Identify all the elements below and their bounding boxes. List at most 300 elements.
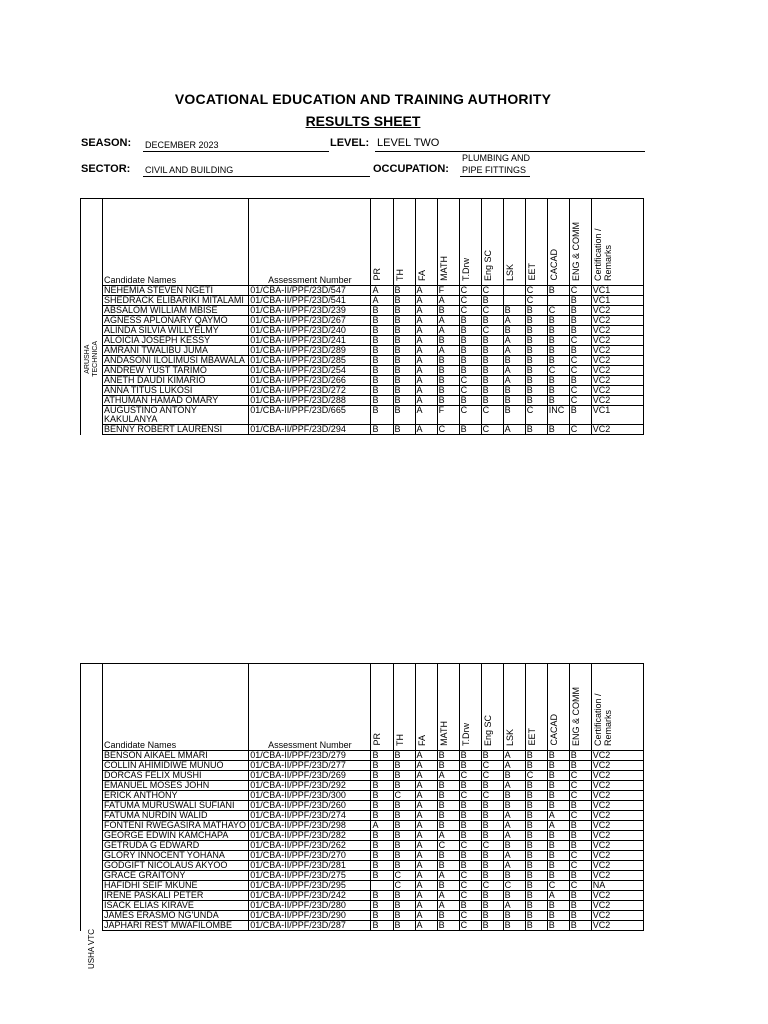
candidate-name: GLORY INNOCENT YOHANA xyxy=(103,851,249,861)
grade-cell: B xyxy=(437,356,459,366)
remarks-cell: VC2 xyxy=(591,376,643,386)
grade-cell: A xyxy=(415,921,437,931)
grade-cell: B xyxy=(437,781,459,791)
grade-cell: B xyxy=(547,336,569,346)
candidate-name: JAMES ERASMO NG'UNDA xyxy=(103,911,249,921)
grade-cell: B xyxy=(481,376,503,386)
col-subject-label: MATH xyxy=(438,721,449,746)
grade-cell: A xyxy=(503,376,525,386)
grade-cell: C xyxy=(481,286,503,296)
candidate-name: ANNA TITUS LUKOSI xyxy=(103,386,249,396)
grade-cell: B xyxy=(525,881,547,891)
grade-cell: A xyxy=(415,366,437,376)
grade-cell: B xyxy=(547,761,569,771)
grade-cell: B xyxy=(481,921,503,931)
grade-cell: B xyxy=(481,296,503,306)
col-subject xyxy=(569,199,591,286)
grade-cell: B xyxy=(503,396,525,406)
grade-cell: A xyxy=(415,761,437,771)
grade-cell: A xyxy=(415,751,437,761)
grade-cell: A xyxy=(415,326,437,336)
grade-cell: A xyxy=(503,425,525,435)
assessment-number: 01/CBA-II/PPF/23D/665 xyxy=(249,406,371,425)
grade-cell: A xyxy=(415,771,437,781)
grade-cell: B xyxy=(503,801,525,811)
grade-cell: C xyxy=(481,761,503,771)
grade-cell: B xyxy=(569,801,591,811)
grade-cell: C xyxy=(459,386,481,396)
grade-cell: B xyxy=(569,316,591,326)
candidate-name: ABSALOM WILLIAM MBISE xyxy=(103,306,249,316)
grade-cell: B xyxy=(481,871,503,881)
grade-cell: B xyxy=(371,901,393,911)
grade-cell: B xyxy=(371,326,393,336)
grade-cell: B xyxy=(547,781,569,791)
grade-cell: B xyxy=(569,921,591,931)
grade-cell: B xyxy=(547,425,569,435)
assessment-number: 01/CBA-II/PPF/23D/279 xyxy=(249,751,371,761)
grade-cell: B xyxy=(459,761,481,771)
remarks-cell: VC2 xyxy=(591,316,643,326)
grade-cell: B xyxy=(459,851,481,861)
grade-cell: B xyxy=(393,861,415,871)
col-subject-label: LSK xyxy=(504,263,515,281)
table-row xyxy=(81,761,644,771)
grade-cell: B xyxy=(481,861,503,871)
grade-cell: B xyxy=(371,831,393,841)
table-row xyxy=(81,296,644,306)
grade-cell: B xyxy=(371,316,393,326)
col-subject xyxy=(547,199,569,286)
table-row xyxy=(81,881,644,891)
grade-cell: B xyxy=(459,861,481,871)
grade-cell: B xyxy=(393,851,415,861)
grade-cell: B xyxy=(371,791,393,801)
grade-cell: A xyxy=(415,781,437,791)
table-row xyxy=(81,841,644,851)
col-subject xyxy=(503,664,525,751)
col-subject-label: T.Drw xyxy=(460,258,471,281)
grade-cell: B xyxy=(547,841,569,851)
grade-cell: B xyxy=(547,346,569,356)
grade-cell: B xyxy=(547,851,569,861)
grade-cell: B xyxy=(371,336,393,346)
candidate-name: AMRANI TWALIBU JUMA xyxy=(103,346,249,356)
grade-cell: B xyxy=(481,386,503,396)
table-row xyxy=(81,911,644,921)
grade-cell: B xyxy=(437,791,459,801)
grade-cell: C xyxy=(569,286,591,296)
grade-cell: C xyxy=(569,356,591,366)
grade-cell xyxy=(371,881,393,891)
table-row xyxy=(81,286,644,296)
grade-cell: B xyxy=(525,751,547,761)
grade-cell: A xyxy=(415,376,437,386)
table-row xyxy=(81,921,644,931)
grade-cell: B xyxy=(371,781,393,791)
table-row xyxy=(81,791,644,801)
grade-cell: B xyxy=(459,366,481,376)
grade-cell: B xyxy=(371,376,393,386)
grade-cell: C xyxy=(459,306,481,316)
grade-cell: B xyxy=(481,751,503,761)
remarks-cell: VC1 xyxy=(591,286,643,296)
grade-cell: C xyxy=(459,921,481,931)
grade-cell: A xyxy=(415,346,437,356)
candidate-name: AUGUSTINO ANTONY KAKULANYA xyxy=(103,406,249,425)
grade-cell: B xyxy=(459,781,481,791)
grade-cell: B xyxy=(569,406,591,425)
grade-cell: B xyxy=(481,396,503,406)
grade-cell: A xyxy=(415,406,437,425)
col-subject xyxy=(503,199,525,286)
grade-cell: B xyxy=(393,316,415,326)
institution-side-label xyxy=(81,751,103,970)
grade-cell: C xyxy=(525,286,547,296)
remarks-cell: VC2 xyxy=(591,831,643,841)
grade-cell xyxy=(503,296,525,306)
grade-cell: B xyxy=(569,831,591,841)
remarks-cell: VC2 xyxy=(591,861,643,871)
grade-cell: C xyxy=(459,406,481,425)
grade-cell: A xyxy=(437,326,459,336)
assessment-number: 01/CBA-II/PPF/23D/294 xyxy=(249,425,371,435)
grade-cell: A xyxy=(415,296,437,306)
remarks-cell: VC2 xyxy=(591,801,643,811)
col-candidate-names: Candidate Names xyxy=(103,664,249,751)
grade-cell: A xyxy=(503,851,525,861)
table-row xyxy=(81,406,644,425)
grade-cell: B xyxy=(503,911,525,921)
remarks-cell: VC2 xyxy=(591,821,643,831)
grade-cell: A xyxy=(415,851,437,861)
grade-cell: B xyxy=(371,761,393,771)
grade-cell: C xyxy=(569,851,591,861)
table-row xyxy=(81,336,644,346)
grade-cell: B xyxy=(393,406,415,425)
candidate-name: BENNY ROBERT LAURENSI xyxy=(103,425,249,435)
grade-cell: A xyxy=(437,316,459,326)
table-row xyxy=(81,771,644,781)
grade-cell: B xyxy=(547,386,569,396)
grade-cell: B xyxy=(569,891,591,901)
grade-cell: A xyxy=(415,791,437,801)
grade-cell: B xyxy=(371,751,393,761)
grade-cell: B xyxy=(371,851,393,861)
grade-cell: A xyxy=(503,811,525,821)
col-assessment-number: Assessment Number xyxy=(249,199,371,286)
grade-cell: B xyxy=(437,811,459,821)
grade-cell: B xyxy=(393,811,415,821)
candidate-name: ATHUMAN HAMAD OMARY xyxy=(103,396,249,406)
grade-cell: B xyxy=(503,356,525,366)
grade-cell: B xyxy=(525,326,547,336)
table-row xyxy=(81,891,644,901)
grade-cell: B xyxy=(569,871,591,881)
col-subject xyxy=(415,664,437,751)
col-subject xyxy=(415,199,437,286)
grade-cell: B xyxy=(525,801,547,811)
table-row xyxy=(81,851,644,861)
grade-cell: B xyxy=(437,801,459,811)
grade-cell: C xyxy=(459,286,481,296)
table-row xyxy=(81,801,644,811)
remarks-cell: VC2 xyxy=(591,326,643,336)
col-subject-label: Eng SC xyxy=(482,249,493,281)
candidate-name: ALINDA SILVIA WILLYELMY xyxy=(103,326,249,336)
col-subject-label: TH xyxy=(394,734,405,746)
table-row xyxy=(81,811,644,821)
grade-cell: C xyxy=(569,425,591,435)
grade-cell: A xyxy=(415,831,437,841)
grade-cell: B xyxy=(437,921,459,931)
grade-cell: B xyxy=(569,346,591,356)
candidate-name: HAFIDHI SEIF MKUNE xyxy=(103,881,249,891)
grade-cell: B xyxy=(481,891,503,901)
grade-cell: B xyxy=(371,871,393,881)
assessment-number: 01/CBA-II/PPF/23D/300 xyxy=(249,791,371,801)
col-subject-label: ENG & COMM xyxy=(570,221,581,281)
assessment-number: 01/CBA-II/PPF/23D/277 xyxy=(249,761,371,771)
grade-cell: B xyxy=(525,851,547,861)
grade-cell: B xyxy=(569,376,591,386)
assessment-number: 01/CBA-II/PPF/23D/239 xyxy=(249,306,371,316)
grade-cell: A xyxy=(503,751,525,761)
remarks-cell: VC1 xyxy=(591,406,643,425)
grade-cell: A xyxy=(437,871,459,881)
grade-cell: B xyxy=(525,336,547,346)
grade-cell: A xyxy=(503,901,525,911)
assessment-number: 01/CBA-II/PPF/23D/541 xyxy=(249,296,371,306)
col-subject-label: FA xyxy=(416,269,427,281)
grade-cell: A xyxy=(415,396,437,406)
grade-cell: C xyxy=(437,425,459,435)
grade-cell: B xyxy=(525,911,547,921)
grade-cell: C xyxy=(481,326,503,336)
grade-cell: B xyxy=(393,801,415,811)
grade-cell: B xyxy=(437,396,459,406)
remarks-cell: VC2 xyxy=(591,346,643,356)
remarks-cell: VC2 xyxy=(591,356,643,366)
col-remarks-label: Certification / Remarks xyxy=(592,693,613,746)
grade-cell: B xyxy=(393,396,415,406)
grade-cell: A xyxy=(503,821,525,831)
results-table-2 xyxy=(80,663,644,970)
grade-cell: B xyxy=(525,346,547,356)
grade-cell: B xyxy=(547,356,569,366)
grade-cell: B xyxy=(371,356,393,366)
side-label-line1: ARUSHA xyxy=(83,344,91,374)
grade-cell: A xyxy=(415,386,437,396)
col-subject-label: CACAD xyxy=(548,249,559,281)
candidate-name: BENSON AIKAEL MMARI xyxy=(103,751,249,761)
grade-cell: B xyxy=(525,821,547,831)
col-subject xyxy=(525,199,547,286)
grade-cell: B xyxy=(569,326,591,336)
grade-cell: A xyxy=(437,771,459,781)
col-subject-label: MATH xyxy=(438,256,449,281)
grade-cell: B xyxy=(437,851,459,861)
grade-cell: A xyxy=(503,346,525,356)
table-row xyxy=(81,356,644,366)
grade-cell: B xyxy=(569,821,591,831)
grade-cell: B xyxy=(393,841,415,851)
grade-cell: B xyxy=(437,386,459,396)
grade-cell: B xyxy=(569,296,591,306)
grade-cell: A xyxy=(437,296,459,306)
grade-cell: B xyxy=(503,306,525,316)
grade-cell: B xyxy=(569,901,591,911)
candidate-name: GEORGE EDWIN KAMCHAPA xyxy=(103,831,249,841)
grade-cell: B xyxy=(371,921,393,931)
grade-cell: B xyxy=(393,326,415,336)
grade-cell: B xyxy=(481,901,503,911)
grade-cell: C xyxy=(459,841,481,851)
grade-cell: C xyxy=(547,366,569,376)
grade-cell: A xyxy=(503,781,525,791)
col-subject xyxy=(371,199,393,286)
assessment-number: 01/CBA-II/PPF/23D/267 xyxy=(249,316,371,326)
grade-cell: B xyxy=(547,316,569,326)
grade-cell: C xyxy=(569,396,591,406)
grade-cell: B xyxy=(547,901,569,911)
col-subject-label: PR xyxy=(372,733,383,746)
level-underline xyxy=(375,151,645,152)
grade-cell: B xyxy=(393,356,415,366)
table-row xyxy=(81,901,644,911)
candidate-name: FATUMA NURDIN WALID xyxy=(103,811,249,821)
grade-cell: B xyxy=(371,396,393,406)
assessment-number: 01/CBA-II/PPF/23D/280 xyxy=(249,901,371,911)
occupation-value-line1: PLUMBING AND xyxy=(462,153,531,163)
remarks-cell: VC2 xyxy=(591,751,643,761)
remarks-cell: VC2 xyxy=(591,366,643,376)
grade-cell: B xyxy=(437,911,459,921)
table-row xyxy=(81,386,644,396)
assessment-number: 01/CBA-II/PPF/23D/275 xyxy=(249,871,371,881)
grade-cell: C xyxy=(569,881,591,891)
grade-cell: B xyxy=(525,791,547,801)
table-row xyxy=(81,326,644,336)
table-row xyxy=(81,861,644,871)
grade-cell: B xyxy=(525,811,547,821)
grade-cell: A xyxy=(371,821,393,831)
table-row xyxy=(81,306,644,316)
remarks-cell: VC1 xyxy=(591,296,643,306)
grade-cell: C xyxy=(569,366,591,376)
grade-cell: C xyxy=(481,791,503,801)
side-label-line2: TECHNICA xyxy=(91,341,99,377)
col-remarks-label: Certification / Remarks xyxy=(592,228,613,281)
grade-cell: A xyxy=(415,811,437,821)
grade-cell: B xyxy=(393,911,415,921)
grade-cell: B xyxy=(503,921,525,931)
grade-cell: B xyxy=(437,751,459,761)
grade-cell: A xyxy=(503,336,525,346)
candidate-name: ANETH DAUDI KIMARIO xyxy=(103,376,249,386)
grade-cell: B xyxy=(525,871,547,881)
assessment-number: 01/CBA-II/PPF/23D/298 xyxy=(249,821,371,831)
grade-cell: C xyxy=(569,336,591,346)
grade-cell xyxy=(547,296,569,306)
grade-cell: B xyxy=(371,891,393,901)
grade-cell: A xyxy=(437,891,459,901)
grade-cell: A xyxy=(547,891,569,901)
grade-cell: C xyxy=(525,406,547,425)
assessment-number: 01/CBA-II/PPF/23D/272 xyxy=(249,386,371,396)
grade-cell: A xyxy=(415,891,437,901)
grade-cell: B xyxy=(393,376,415,386)
col-subject xyxy=(547,664,569,751)
table-row xyxy=(81,831,644,841)
grade-cell: B xyxy=(371,841,393,851)
grade-cell: A xyxy=(437,901,459,911)
grade-cell: C xyxy=(459,296,481,306)
remarks-cell: VC2 xyxy=(591,921,643,931)
grade-cell: B xyxy=(481,356,503,366)
grade-cell: B xyxy=(371,406,393,425)
grade-cell: B xyxy=(547,396,569,406)
grade-cell: A xyxy=(437,831,459,841)
grade-cell: B xyxy=(393,781,415,791)
grade-cell: B xyxy=(547,751,569,761)
col-subject-label: FA xyxy=(416,734,427,746)
grade-cell: A xyxy=(503,366,525,376)
remarks-cell: VC2 xyxy=(591,871,643,881)
grade-cell: B xyxy=(547,376,569,386)
candidate-name: EMANUEL MOSES JOHN xyxy=(103,781,249,791)
grade-cell: B xyxy=(525,861,547,871)
grade-cell: B xyxy=(569,306,591,316)
assessment-number: 01/CBA-II/PPF/23D/290 xyxy=(249,911,371,921)
grade-cell: A xyxy=(415,316,437,326)
grade-cell: B xyxy=(371,911,393,921)
col-subject xyxy=(459,199,481,286)
grade-cell: B xyxy=(459,801,481,811)
table-row xyxy=(81,821,644,831)
grade-cell: C xyxy=(481,881,503,891)
grade-cell: B xyxy=(525,901,547,911)
col-subject xyxy=(437,664,459,751)
col-subject-label: TH xyxy=(394,269,405,281)
table-row xyxy=(81,316,644,326)
grade-cell: B xyxy=(437,761,459,771)
grade-cell: B xyxy=(547,831,569,841)
assessment-number: 01/CBA-II/PPF/23D/262 xyxy=(249,841,371,851)
grade-cell: C xyxy=(437,841,459,851)
grade-cell: B xyxy=(525,386,547,396)
candidate-name: JAPHARI REST MWAFILOMBE xyxy=(103,921,249,931)
grade-cell: B xyxy=(525,841,547,851)
assessment-number: 01/CBA-II/PPF/23D/266 xyxy=(249,376,371,386)
grade-cell: B xyxy=(371,801,393,811)
table-row xyxy=(81,396,644,406)
grade-cell: B xyxy=(525,316,547,326)
grade-cell: B xyxy=(525,761,547,771)
grade-cell: B xyxy=(503,871,525,881)
candidate-name: GRACE GRAITONY xyxy=(103,871,249,881)
grade-cell: B xyxy=(481,346,503,356)
grade-cell: B xyxy=(525,376,547,386)
grade-cell: C xyxy=(459,871,481,881)
grade-cell: F xyxy=(437,406,459,425)
assessment-number: 01/CBA-II/PPF/23D/260 xyxy=(249,801,371,811)
grade-cell: B xyxy=(547,771,569,781)
assessment-number: 01/CBA-II/PPF/23D/285 xyxy=(249,356,371,366)
season-label: SEASON: xyxy=(81,137,132,149)
table-row xyxy=(81,781,644,791)
sector-label: SECTOR: xyxy=(81,163,131,175)
